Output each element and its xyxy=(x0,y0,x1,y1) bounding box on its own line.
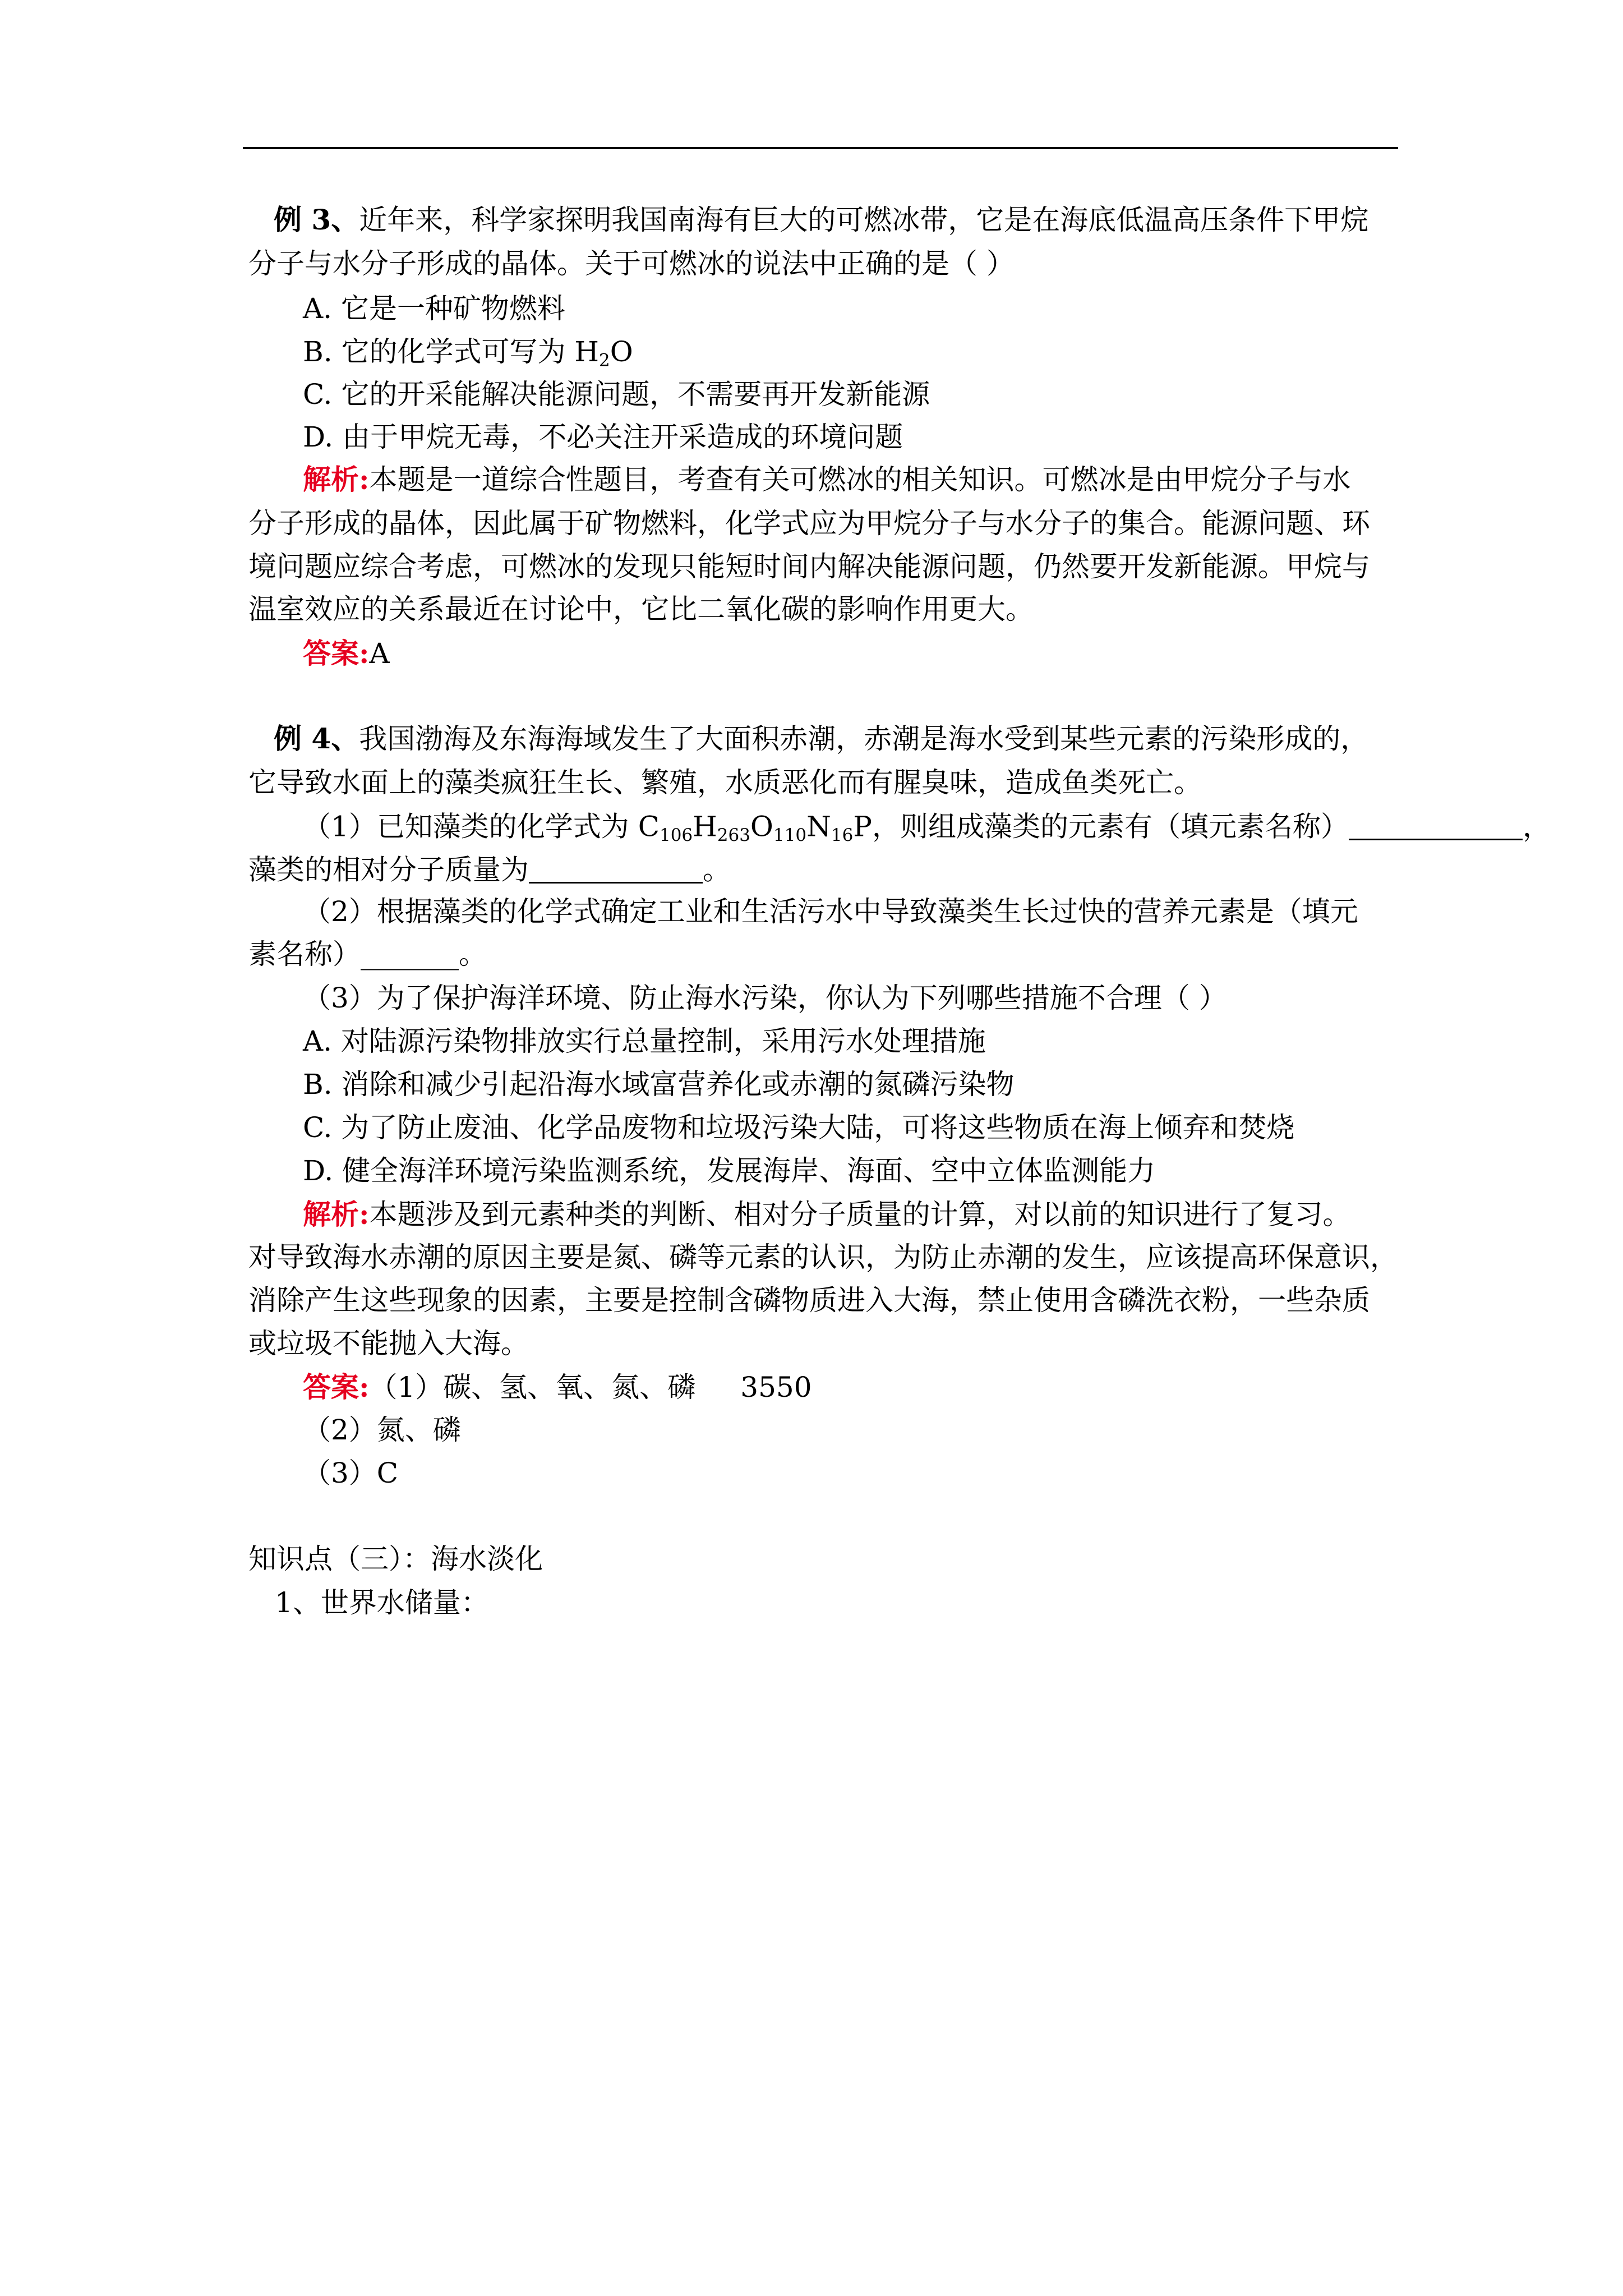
example-3-option-d: D. 由于甲烷无毒，不必关注开采造成的环境问题 xyxy=(303,421,903,453)
example-3-analysis-line-4: 温室效应的关系最近在讨论中，它比二氧化碳的影响作用更大。 xyxy=(248,593,1034,625)
header-rule xyxy=(243,147,1398,149)
example-4-answer-2: （2）氮、磷 xyxy=(303,1414,461,1446)
example-3-answer: 答案:A xyxy=(303,637,390,670)
example-4-analysis-line-3: 消除产生这些现象的因素，主要是控制含磷物质进入大海，禁止使用含磷洗衣粉，一些杂质 xyxy=(248,1284,1370,1317)
example-4-question-1-line-1: （1）已知藻类的化学式为 $C_{106}H_{263}O_{110}N_{16}P$，则组成藻类的元素有（填元素名称） ， xyxy=(303,810,1551,846)
example-3-option-c: C. 它的开采能解决能源问题，不需要再开发新能源 xyxy=(303,378,930,411)
example-3-option-b: B. 它的化学式可写为 $H_2O$ xyxy=(303,335,633,371)
example-3-label: 例 3 xyxy=(274,203,331,236)
example-4-question-2-line-1: （2）根据藻类的化学式确定工业和生活污水中导致藻类生长过快的营养元素是（填元 xyxy=(303,895,1358,928)
answer-label: 答案: xyxy=(303,637,370,670)
example-4-analysis-line-2: 对导致海水赤潮的原因主要是氮、磷等元素的认识，为防止赤潮的发生，应该提高环保意识， xyxy=(248,1241,1398,1273)
example-4-question-2-line-2: 素名称）_______。 xyxy=(248,938,487,970)
example-3-analysis-line-1: 解析:本题是一道综合性题目，考查有关可燃冰的相关知识。可燃冰是由甲烷分子与水 xyxy=(303,463,1351,496)
example-3-option-a: A. 它是一种矿物燃料 xyxy=(303,292,565,325)
example-4-analysis-line-1: 解析:本题涉及到元素种类的判断、相对分子质量的计算，对以前的知识进行了复习。 xyxy=(303,1198,1351,1231)
example-4-answer-3: （3）C xyxy=(303,1457,399,1489)
example-4-label: 例 4 xyxy=(274,722,331,755)
analysis-label: 解析: xyxy=(303,1198,370,1231)
example-3-analysis-line-3: 境问题应综合考虑，可燃冰的发现只能短时间内解决能源问题，仍然要开发新能源。甲烷与 xyxy=(248,550,1370,583)
example-3-analysis-line-2: 分子形成的晶体，因此属于矿物燃料，化学式应为甲烷分子与水分子的集合。能源问题、环 xyxy=(248,507,1370,540)
example-3-line-2: 分子与水分子形成的晶体。关于可燃冰的说法中正确的是（ ） xyxy=(248,247,1015,280)
example-4-option-d: D. 健全海洋环境污染监测系统，发展海岸、海面、空中立体监测能力 xyxy=(303,1154,1156,1187)
example-4-question-1-line-2: 藻类的相对分子质量为 。 xyxy=(248,853,731,886)
example-4-option-b: B. 消除和减少引起沿海水域富营养化或赤潮的氮磷污染物 xyxy=(303,1068,1015,1101)
example-4-line-1: 例 4、我国渤海及东海海域发生了大面积赤潮，赤潮是海水受到某些元素的污染形成的， xyxy=(274,722,1369,755)
section-item-1: 1、世界水储量： xyxy=(275,1586,489,1619)
answer-blank-molar-mass xyxy=(529,854,703,884)
example-4-option-c: C. 为了防止废油、化学品废物和垃圾污染大陆，可将这些物质在海上倾弃和焚烧 xyxy=(303,1111,1295,1144)
answer-blank-elements xyxy=(1349,811,1523,840)
example-4-option-a: A. 对陆源污染物排放实行总量控制，采用污水处理措施 xyxy=(303,1025,986,1057)
example-4-line-2: 它导致水面上的藻类疯狂生长、繁殖，水质恶化而有腥臭味，造成鱼类死亡。 xyxy=(248,766,1202,799)
example-4-question-3: （3）为了保护海洋环境、防止海水污染，你认为下列哪些措施不合理（ ） xyxy=(303,982,1227,1014)
analysis-label: 解析: xyxy=(303,463,370,496)
example-3-line-1: 例 3、近年来，科学家探明我国南海有巨大的可燃冰带，它是在海底低温高压条件下甲烷 xyxy=(274,203,1369,236)
example-4-answer-1: 答案:（1）碳、氢、氧、氮、磷 3550 xyxy=(303,1370,812,1404)
answer-label: 答案: xyxy=(303,1370,370,1404)
section-title: 知识点（三）：海水淡化 xyxy=(248,1543,543,1575)
example-4-analysis-line-4: 或垃圾不能抛入大海。 xyxy=(248,1327,529,1360)
